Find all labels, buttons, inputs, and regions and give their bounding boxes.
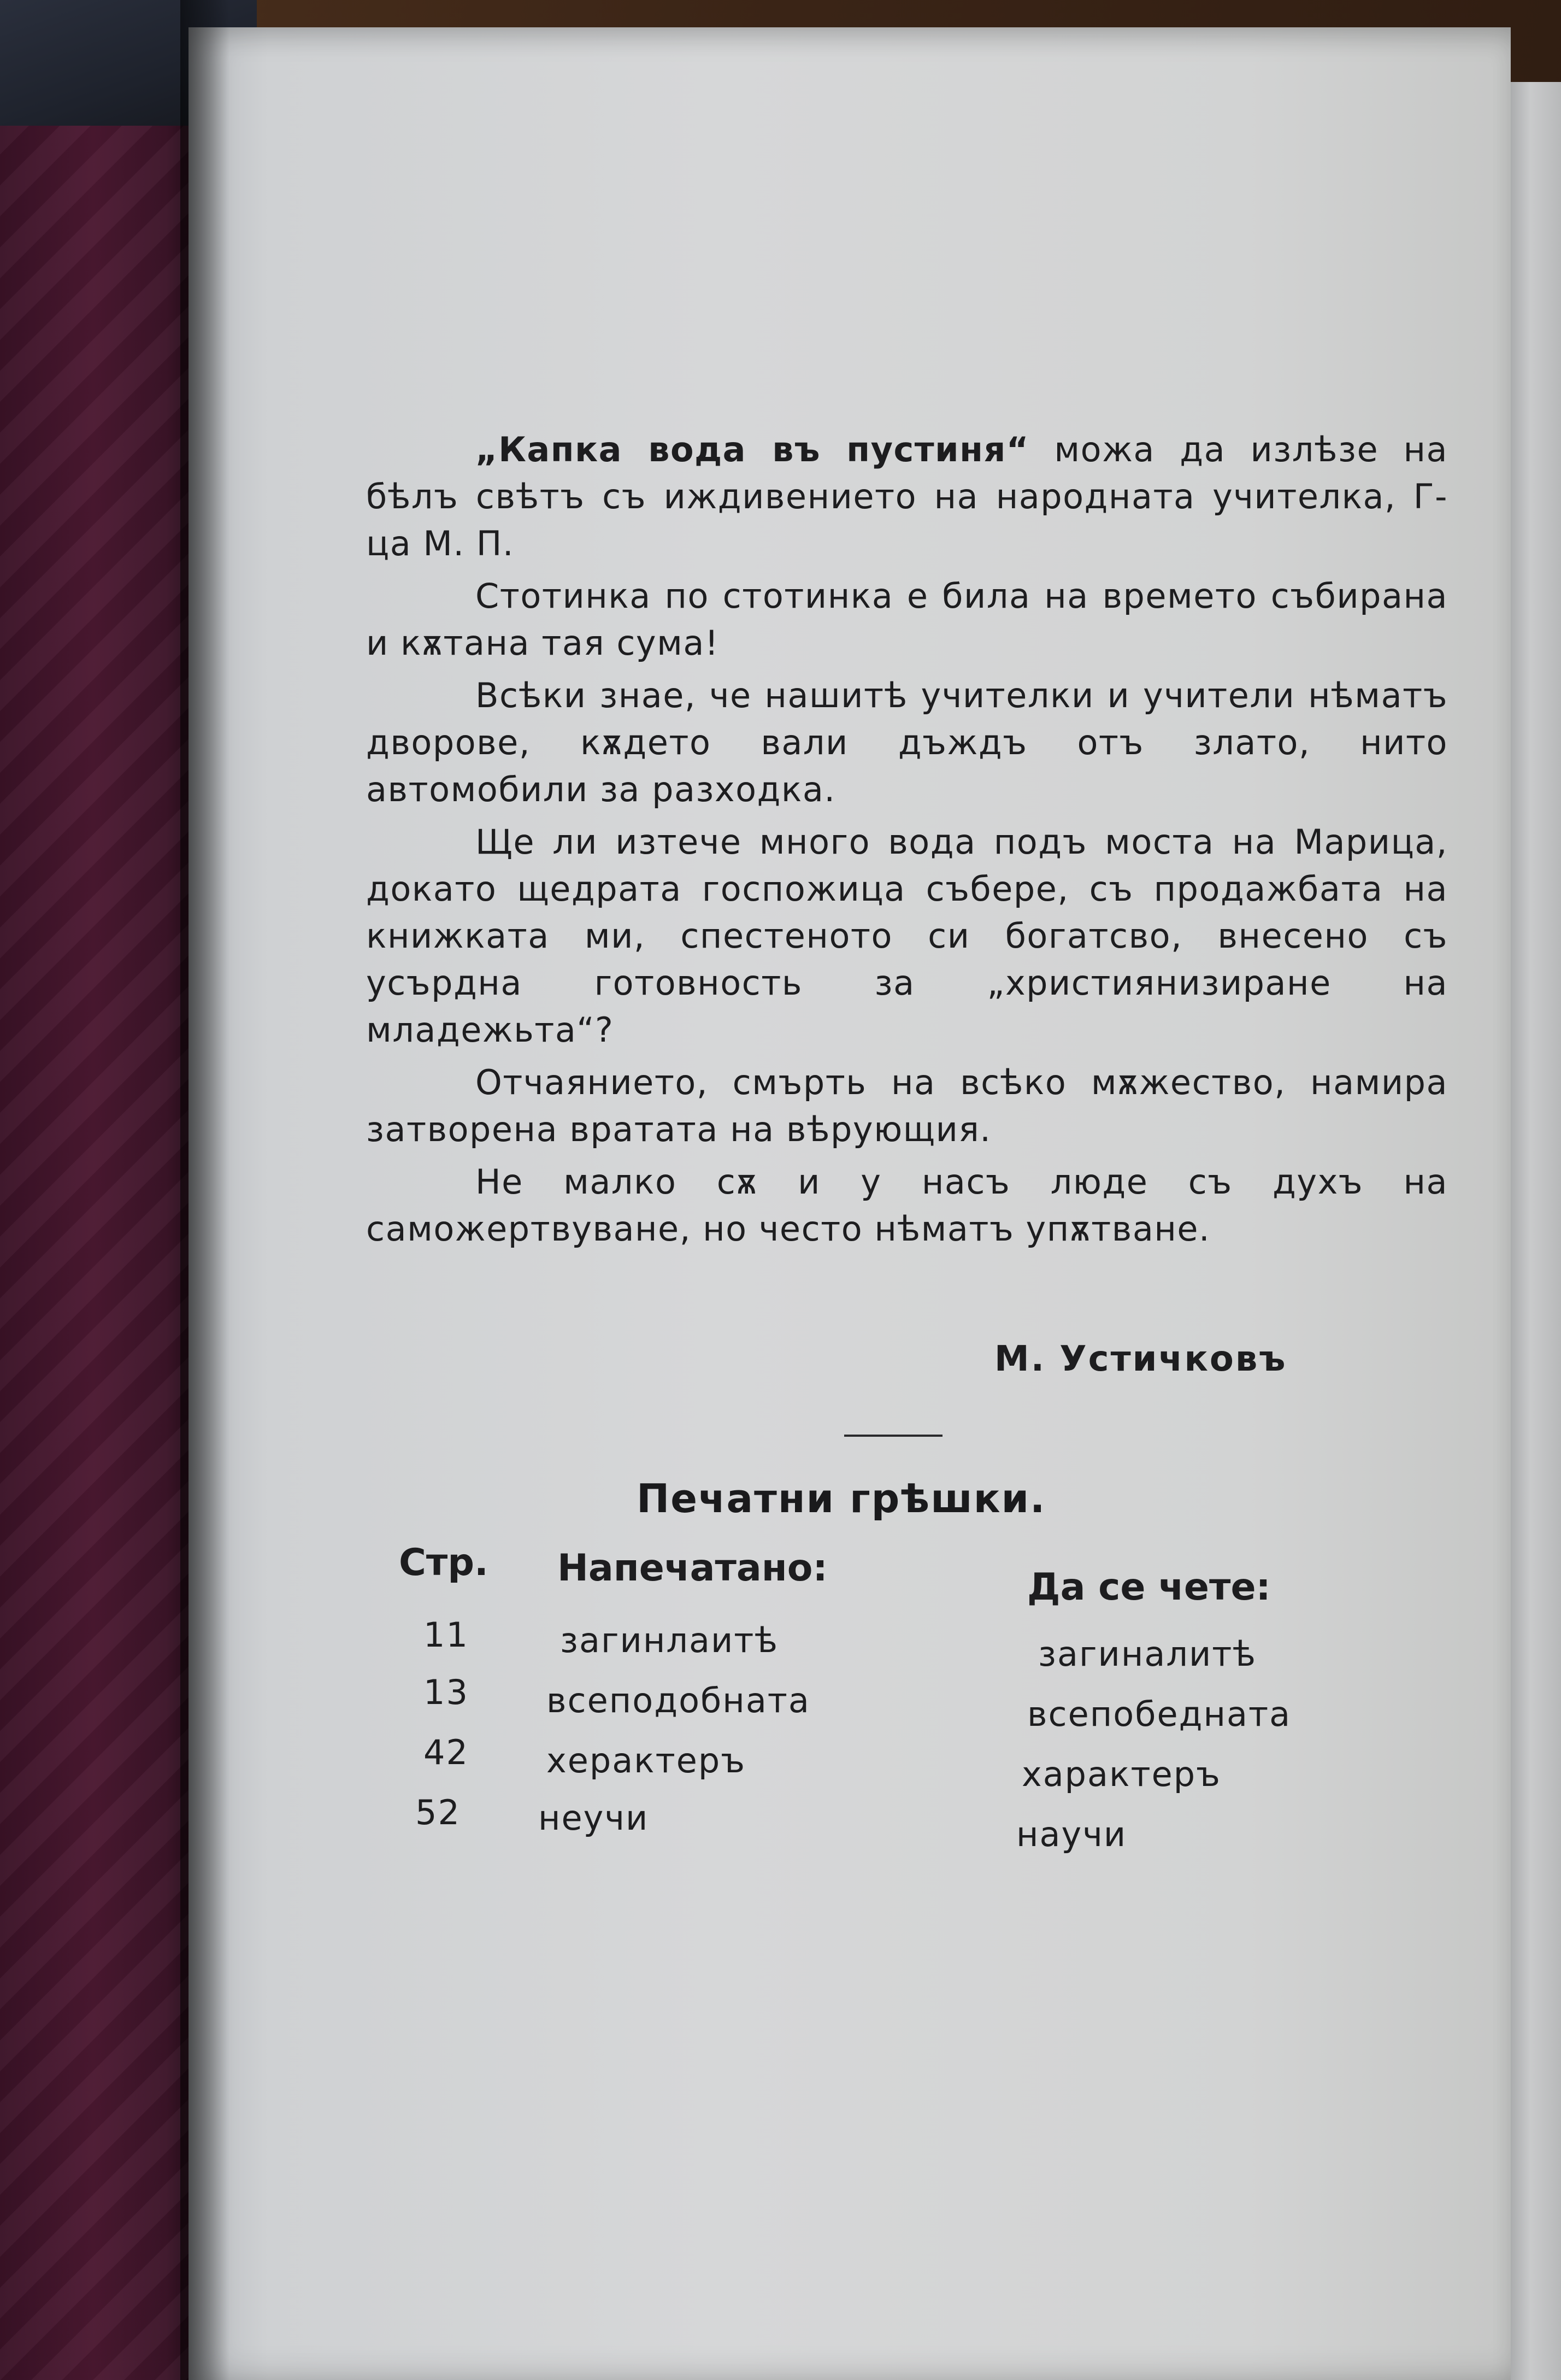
paragraph-5: Отчаянието, смърть на всѣко мѫжество, намира затворена вратата на вѣрующия. xyxy=(366,1062,1448,1149)
errata-row-4-printed: неучи xyxy=(538,1798,649,1838)
errata-row-2-printed: всеподобната xyxy=(546,1680,810,1720)
paragraph-2: Стотинка по стотинка е била на времето събирана и кѫтана тая сума! xyxy=(366,576,1448,663)
errata-row-3-read-as: характеръ xyxy=(1022,1754,1221,1794)
paragraph-6: Не малко сѫ и у насъ люде съ духъ на саможертвуване, но често нѣматъ упѫтване. xyxy=(366,1162,1448,1249)
errata-row-2-page: 13 xyxy=(423,1672,469,1712)
book-title-quote: „Капка вода въ пустиня“ xyxy=(475,430,1030,469)
main-text xyxy=(366,426,1448,1258)
spine-shadow xyxy=(180,0,229,2380)
errata-row-4-page: 52 xyxy=(415,1793,461,1832)
errata-row-2-read-as: всепобедната xyxy=(1027,1694,1292,1734)
errata-row-1-printed: загинлаитѣ xyxy=(560,1620,779,1660)
book-cover xyxy=(0,0,208,2380)
author-signature: М. Устичковъ xyxy=(994,1339,1287,1379)
paragraph-4: Ще ли изтече много вода подъ моста на Марица, докато щедрата госпожица събере, съ продажбата на книжката ми, спестеното си богатсво, внесено съ усърдна готовность за „християнизиране на младежьта“? xyxy=(366,822,1448,1050)
paragraph-1-rest: можа да излѣзе на бѣлъ свѣтъ съ иждивението на народната учителка, Г-ца М. П. xyxy=(366,430,1448,563)
section-divider xyxy=(844,1435,943,1437)
errata-header-read-as: Да се чете: xyxy=(1027,1566,1271,1609)
errata-row-3-printed: херактеръ xyxy=(546,1741,746,1780)
errata-header-page: Стр. xyxy=(399,1541,488,1584)
errata-row-3-page: 42 xyxy=(423,1732,469,1772)
errata-row-1-page: 11 xyxy=(423,1615,469,1655)
errata-header-printed: Напечатано: xyxy=(557,1547,828,1590)
errata-row-1-read-as: загиналитѣ xyxy=(1038,1634,1257,1674)
errata-row-4-read-as: научи xyxy=(1016,1814,1127,1854)
errata-title: Печатни грѣшки. xyxy=(637,1476,1046,1521)
paragraph-1 xyxy=(366,426,1448,567)
paragraph-3: Всѣки знае, че нашитѣ учителки и учители нѣматъ дворове, кѫдето вали дъждъ отъ злато, нито автомобили за разходка. xyxy=(366,675,1448,809)
